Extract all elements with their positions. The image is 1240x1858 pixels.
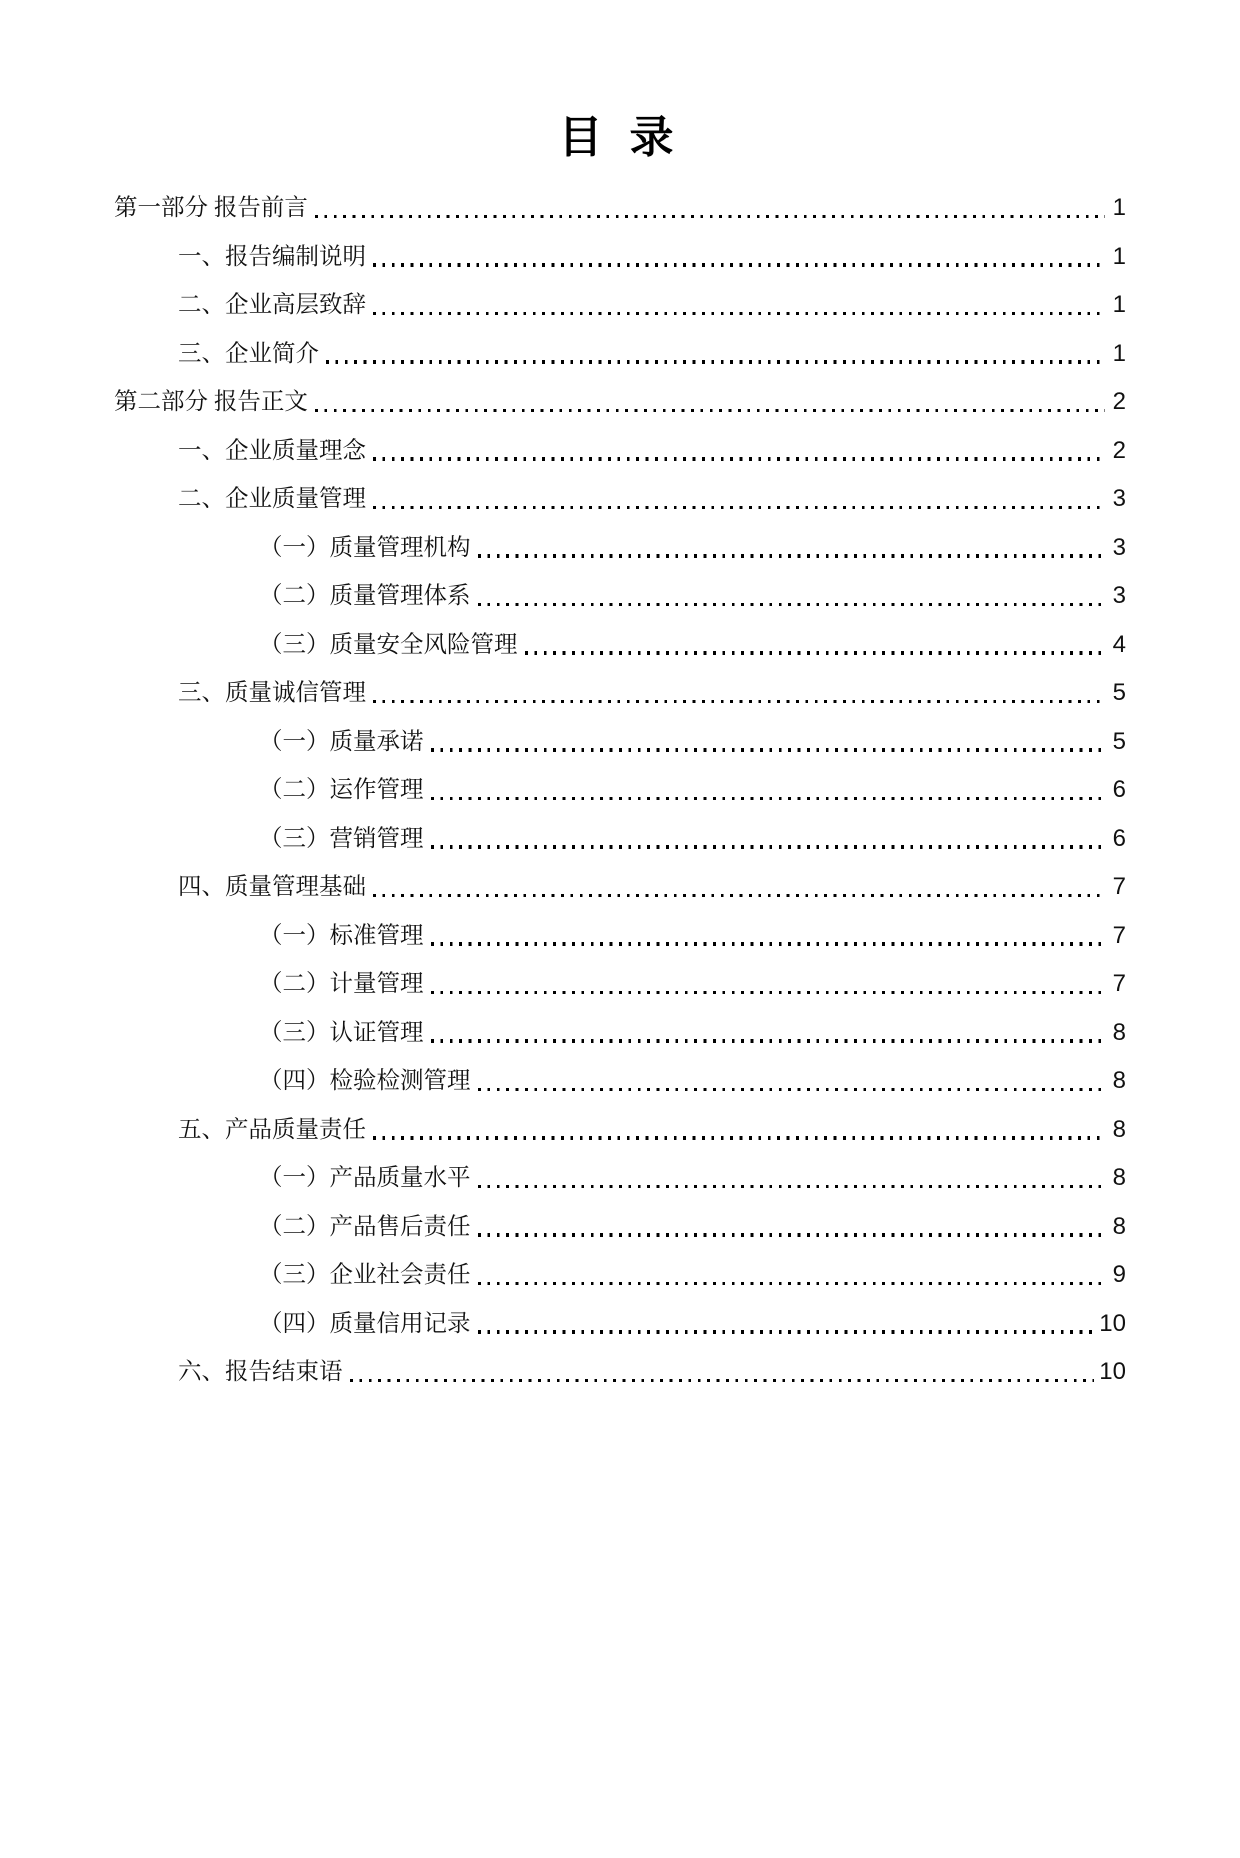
toc-entry-label: 五、产品质量责任 xyxy=(178,1116,366,1143)
toc-entry-label: （四）检验检测管理 xyxy=(259,1068,471,1094)
toc-entry-label: （二）产品售后责任 xyxy=(259,1213,471,1240)
dot-leader xyxy=(478,1233,1106,1236)
toc-row[interactable] xyxy=(114,960,1126,1009)
toc-page-number: 8 xyxy=(1112,1164,1126,1191)
toc-entry-label: 三、质量诚信管理 xyxy=(178,680,366,706)
toc-row[interactable] xyxy=(114,815,1126,864)
toc-entry-label: （三）营销管理 xyxy=(259,825,424,852)
toc-entry-label: 第一部分 报告前言 xyxy=(114,195,308,221)
toc-page-number: 8 xyxy=(1112,1067,1126,1094)
toc-row[interactable] xyxy=(114,669,1126,718)
toc-row[interactable] xyxy=(114,281,1126,330)
toc-page-number: 1 xyxy=(1112,194,1126,221)
toc-row[interactable] xyxy=(114,330,1126,379)
dot-leader xyxy=(431,1039,1106,1042)
dot-leader xyxy=(431,748,1106,751)
toc-entry-label: 二、企业高层致辞 xyxy=(178,292,366,318)
toc-page-number: 3 xyxy=(1112,485,1126,512)
dot-leader xyxy=(431,991,1106,994)
dot-leader xyxy=(431,942,1106,945)
toc-entry-label: （一）质量承诺 xyxy=(259,728,424,755)
toc-entry-label: （三）认证管理 xyxy=(259,1019,424,1046)
dot-leader xyxy=(373,1136,1105,1139)
toc-entry-label: （一）标准管理 xyxy=(259,922,424,949)
toc-row[interactable] xyxy=(114,1348,1126,1397)
toc-page-number: 1 xyxy=(1112,291,1126,318)
toc-entry-label: （三）企业社会责任 xyxy=(259,1262,471,1288)
dot-leader xyxy=(478,1282,1106,1285)
toc-page-number: 2 xyxy=(1112,436,1126,464)
toc-page-number: 7 xyxy=(1112,873,1126,900)
toc-page-number: 9 xyxy=(1112,1261,1126,1288)
toc-entry-label: （二）计量管理 xyxy=(259,971,424,997)
toc-row[interactable] xyxy=(114,378,1126,427)
toc-page-number: 6 xyxy=(1112,776,1126,803)
toc-page-number: 4 xyxy=(1112,630,1126,658)
toc-page-number: 1 xyxy=(1112,339,1126,367)
dot-leader xyxy=(373,506,1105,509)
toc-page-number: 7 xyxy=(1112,921,1126,949)
page-title: 目 录 xyxy=(558,113,682,162)
toc-page-number: 3 xyxy=(1112,582,1126,609)
toc-entry-label: （一）产品质量水平 xyxy=(259,1165,471,1191)
toc-entry-label: （一）质量管理机构 xyxy=(259,534,471,561)
dot-leader xyxy=(373,312,1105,315)
toc-entry-label: 六、报告结束语 xyxy=(178,1359,343,1385)
toc-row[interactable] xyxy=(114,475,1126,524)
toc-entry-label: 四、质量管理基础 xyxy=(178,874,366,900)
dot-leader xyxy=(326,360,1105,363)
toc-page-number: 6 xyxy=(1112,824,1126,852)
toc-page-number: 10 xyxy=(1099,1309,1126,1337)
toc-page-number: 10 xyxy=(1099,1358,1126,1385)
toc-page-number: 1 xyxy=(1112,242,1126,270)
toc-row[interactable] xyxy=(114,1251,1126,1300)
toc-row[interactable] xyxy=(114,863,1126,912)
toc-entry-label: （三）质量安全风险管理 xyxy=(259,631,518,658)
dot-leader xyxy=(373,894,1105,897)
toc-row[interactable] xyxy=(114,621,1126,670)
dot-leader xyxy=(350,1379,1095,1382)
toc-page-number: 5 xyxy=(1112,727,1126,755)
dot-leader xyxy=(478,1088,1106,1091)
toc-row[interactable] xyxy=(114,233,1126,282)
toc-page-number: 8 xyxy=(1112,1115,1126,1143)
dot-leader xyxy=(478,554,1106,557)
toc-row[interactable] xyxy=(114,1154,1126,1203)
toc-page-number: 3 xyxy=(1112,533,1126,561)
dot-leader xyxy=(478,1185,1106,1188)
dot-leader xyxy=(373,457,1105,460)
toc-list xyxy=(114,184,1126,1397)
toc-row[interactable] xyxy=(114,1300,1126,1349)
toc-entry-label: 二、企业质量管理 xyxy=(178,486,366,512)
dot-leader xyxy=(525,651,1106,654)
dot-leader xyxy=(373,263,1105,266)
dot-leader xyxy=(431,845,1106,848)
toc-row[interactable] xyxy=(114,718,1126,767)
toc-row[interactable] xyxy=(114,1009,1126,1058)
toc-entry-label: 一、报告编制说明 xyxy=(178,243,366,270)
toc-entry-label: 第二部分 报告正文 xyxy=(114,389,308,415)
toc-row[interactable] xyxy=(114,427,1126,476)
toc-row[interactable] xyxy=(114,524,1126,573)
toc-entry-label: 一、企业质量理念 xyxy=(178,437,366,464)
toc-row[interactable] xyxy=(114,1106,1126,1155)
toc-page-number: 2 xyxy=(1112,388,1126,415)
toc-entry-label: （四）质量信用记录 xyxy=(259,1310,471,1337)
toc-page-number: 8 xyxy=(1112,1212,1126,1240)
dot-leader xyxy=(315,409,1105,412)
toc-row[interactable] xyxy=(114,1057,1126,1106)
dot-leader xyxy=(478,603,1106,606)
toc-row[interactable] xyxy=(114,912,1126,961)
toc-row[interactable] xyxy=(114,572,1126,621)
toc-page-number: 5 xyxy=(1112,679,1126,706)
toc-row[interactable] xyxy=(114,184,1126,233)
dot-leader xyxy=(478,1330,1095,1333)
toc-entry-label: 三、企业简介 xyxy=(178,340,319,367)
dot-leader xyxy=(315,215,1105,218)
toc-entry-label: （二）质量管理体系 xyxy=(259,583,471,609)
toc-row[interactable] xyxy=(114,1203,1126,1252)
document-page xyxy=(0,104,1240,1858)
toc-row[interactable] xyxy=(114,766,1126,815)
dot-leader xyxy=(431,797,1106,800)
dot-leader xyxy=(373,700,1105,703)
toc-page-number: 8 xyxy=(1112,1018,1126,1046)
toc-entry-label: （二）运作管理 xyxy=(259,777,424,803)
toc-page-number: 7 xyxy=(1112,970,1126,997)
